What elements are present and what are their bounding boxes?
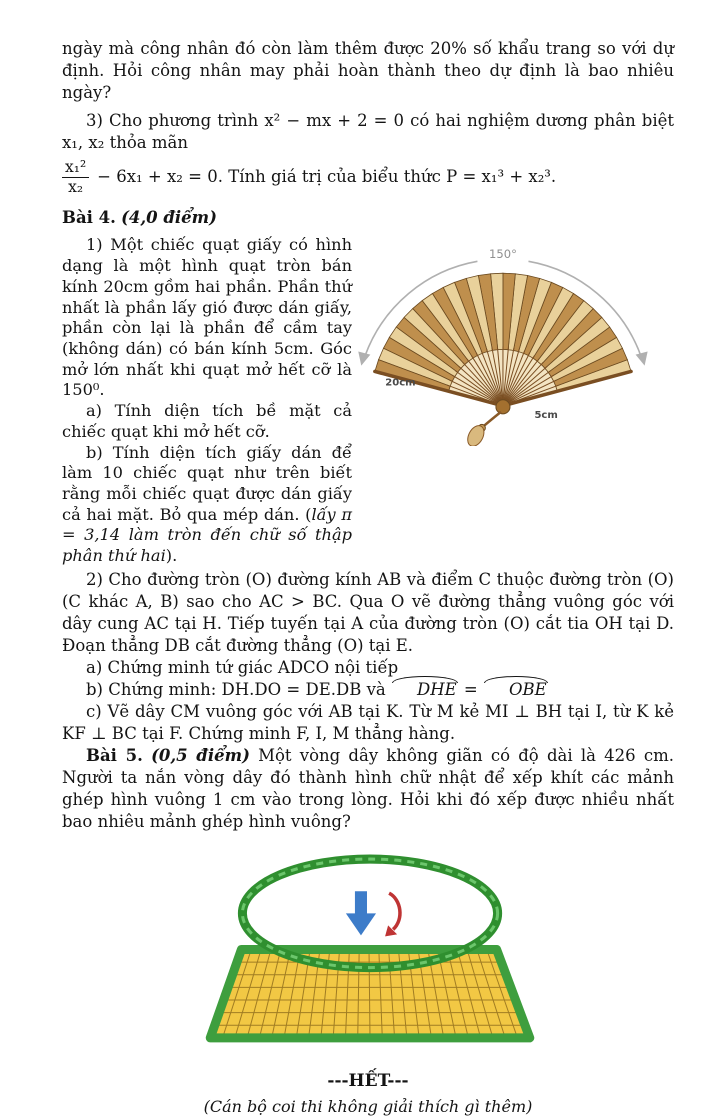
fan-radius-label: 20cm bbox=[385, 378, 416, 390]
problem-3-equation bbox=[62, 159, 674, 195]
bai4-figure-column bbox=[352, 235, 674, 566]
bai4-label: Bài 4. bbox=[62, 208, 116, 228]
bai5-label: Bài 5. bbox=[86, 745, 143, 765]
tassel-cord bbox=[484, 412, 501, 426]
bai4-item2c: c) Vẽ dây CM vuông góc với AB tại K. Từ M kẻ MI ⊥ BH tại I, từ K kẻ KF ⊥ BC tại F. Chứng minh F, I, M thẳng hàng. bbox=[62, 701, 674, 743]
arc-arrowhead-left bbox=[358, 352, 370, 366]
fraction bbox=[62, 159, 89, 195]
bai4-heading bbox=[62, 207, 674, 229]
fan-figure bbox=[352, 233, 674, 446]
arc-arrowhead-right bbox=[636, 352, 648, 366]
paragraph-continuation: ngày mà công nhân đó còn làm thêm được 20% số khẩu trang so với dự định. Hỏi công nhân may phải hoàn thành theo dự định là bao nhiêu ngày? bbox=[62, 39, 674, 102]
problem-3-statement: 3) Cho phương trình x² − mx + 2 = 0 có hai nghiệm dương phân biệt x₁, x₂ thỏa mãn bbox=[62, 111, 674, 152]
fraction-denominator: x₂ bbox=[68, 177, 84, 196]
bai4-item1b: b) Tính diện tích giấy dán để làm 10 chiếc quạt như trên biết rằng mỗi chiếc quạt được dán giấy cả hai mặt. Bỏ qua mép dán. (lấy π = 3,14 làm tròn đến chữ số thập phân thứ hai). bbox=[62, 442, 352, 566]
bai5-paragraph: Bài 5. (0,5 điểm) Một vòng dây không giãn có độ dài là 426 cm. Người ta nắn vòng dây đó thành hình chữ nhật để xếp khít các mảnh ghép hình vuông 1 cm vào trong lòng. Hỏi khi đó xếp được nhiều nhất bao nhiêu mảnh ghép hình vuông? bbox=[62, 745, 674, 831]
fan-pivot-knob bbox=[496, 400, 510, 414]
bai4-text-column bbox=[62, 235, 352, 566]
footer bbox=[62, 1070, 674, 1118]
bai4-item2: 2) Cho đường tròn (O) đường kính AB và điểm C thuộc đường tròn (O) (C khác A, B) sao cho AC > BC. Qua O vẽ đường thẳng vuông góc với dây cung AC tại H. Tiếp tuyến tại A của đường tròn (O) cắt tia OH tại D. Đoạn thẳng DB cắt đường thẳng (O) tại E. bbox=[62, 569, 674, 655]
angle-hat-dhe: DHE bbox=[391, 679, 459, 701]
bai4-item2b: b) Chứng minh: DH.DO = DE.DB và DHE = OBE bbox=[86, 679, 547, 699]
bai4-item1a: a) Tính diện tích bề mặt cả chiếc quạt khi mở hết cỡ. bbox=[62, 401, 352, 441]
fan-handle-label: 5cm bbox=[534, 410, 558, 422]
bai4-points: (4,0 điểm) bbox=[121, 208, 217, 228]
bai5-points: (0,5 điểm) bbox=[151, 745, 250, 765]
bai4-item2a: a) Chứng minh tứ giác ADCO nội tiếp bbox=[86, 657, 399, 677]
fraction-numerator: x₁² bbox=[62, 159, 89, 178]
angle-hat-obe: OBE bbox=[483, 679, 549, 701]
bai4-item1: 1) Một chiếc quạt giấy có hình dạng là một hình quạt tròn bán kính 20cm gồm hai phần. Phần thứ nhất là phần lấy gió được dán giấy, phần còn lại là phần để cầm tay (không dán) có bán kính 5cm. Góc mở lớn nhất khi quạt mở hết cỡ là 150⁰. bbox=[62, 235, 352, 400]
rope-figure-wrapper bbox=[62, 845, 674, 1064]
fan-angle-label: 150° bbox=[489, 247, 517, 262]
rope-and-mat-figure bbox=[197, 845, 539, 1058]
end-label: ---HẾT--- bbox=[327, 1070, 409, 1091]
rotate-arrow-icon bbox=[389, 893, 400, 929]
equation-rest: − 6x₁ + x₂ = 0. Tính giá trị của biểu thức P = x₁³ + x₂³. bbox=[97, 167, 557, 187]
footer-note: (Cán bộ coi thi không giải thích gì thêm) bbox=[203, 1096, 533, 1116]
bai4-two-column bbox=[62, 235, 674, 566]
down-arrow-icon bbox=[346, 891, 376, 935]
